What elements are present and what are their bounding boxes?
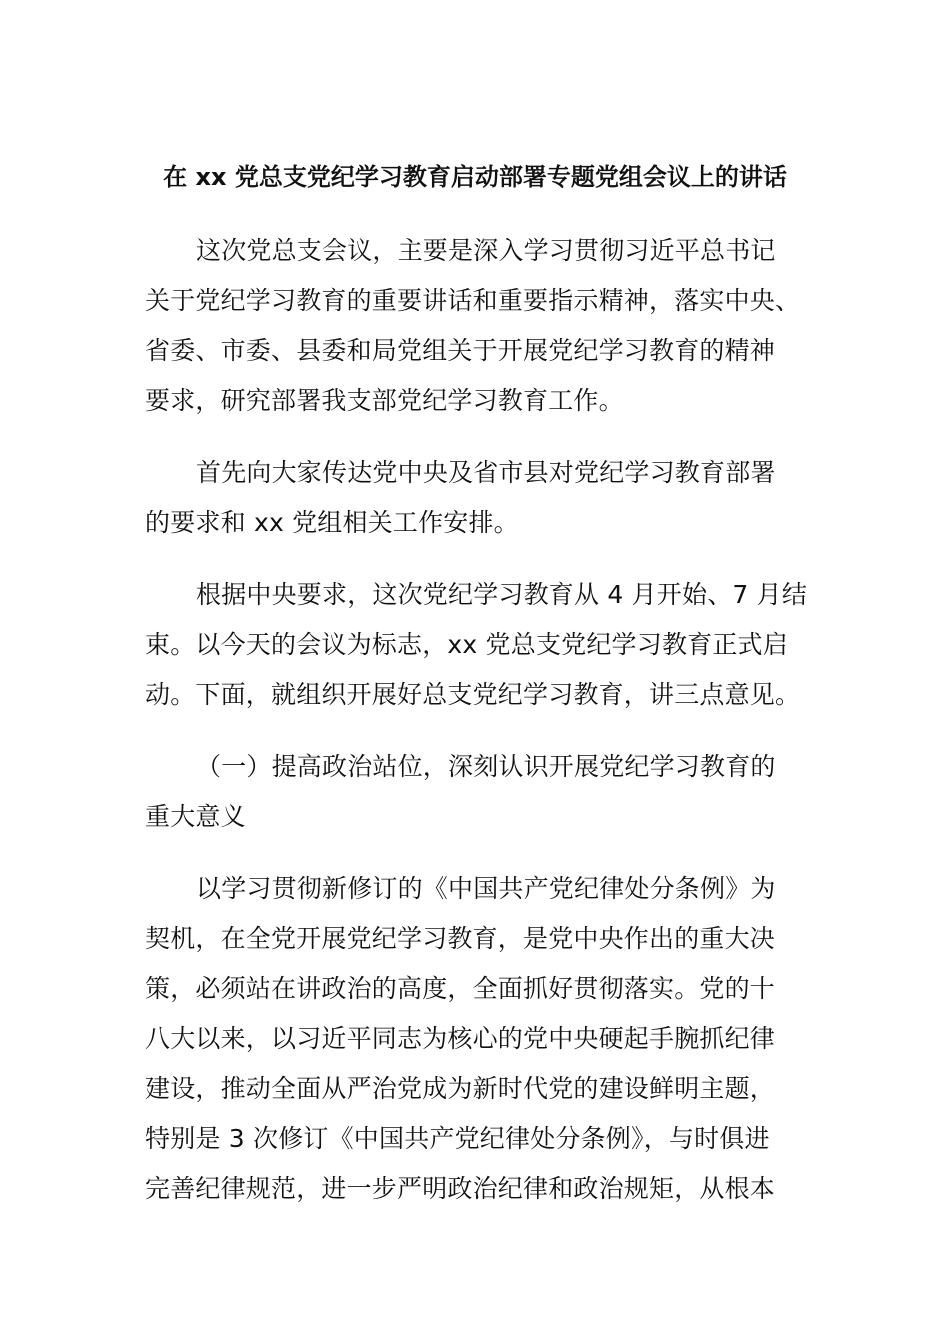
paragraph-3-line-2: 束。以今天的会议为标志，xx 党总支党纪学习教育正式启	[145, 630, 788, 659]
paragraph-5-line-2: 契机，在全党开展党纪学习教育，是党中央作出的重大决	[145, 924, 776, 953]
paragraph-1-line-3: 省委、市委、县委和局党组关于开展党纪学习教育的精神	[145, 336, 776, 365]
paragraph-2-line-1: 首先向大家传达党中央及省市县对党纪学习教育部署	[196, 458, 776, 487]
paragraph-5-line-6: 特别是 3 次修订《中国共产党纪律处分条例》，与时俱进	[145, 1124, 770, 1153]
paragraph-5-line-5: 建设，推动全面从严治党成为新时代党的建设鲜明主题，	[145, 1074, 776, 1103]
document-title: 在 xx 党总支党纪学习教育启动部署专题党组会议上的讲话	[163, 163, 787, 191]
paragraph-1-line-4: 要求，研究部署我支部党纪学习教育工作。	[145, 386, 624, 415]
paragraph-2-line-2: 的要求和 xx 党组相关工作安排。	[145, 508, 519, 537]
section-heading-line-2: 重大意义	[145, 802, 246, 831]
section-heading-line-1: （一）提高政治站位，深刻认识开展党纪学习教育的	[196, 752, 776, 781]
paragraph-5-line-7: 完善纪律规范，进一步严明政治纪律和政治规矩，从根本	[145, 1174, 776, 1203]
paragraph-1-line-1: 这次党总支会议，主要是深入学习贯彻习近平总书记	[196, 236, 776, 265]
paragraph-3-line-1: 根据中央要求，这次党纪学习教育从 4 月开始、7 月结	[196, 580, 808, 609]
paragraph-5-line-3: 策，必须站在讲政治的高度，全面抓好贯彻落实。党的十	[145, 974, 776, 1003]
paragraph-5-line-1: 以学习贯彻新修订的《中国共产党纪律处分条例》为	[196, 874, 776, 903]
paragraph-3-line-3: 动。下面，就组织开展好总支党纪学习教育，讲三点意见。	[145, 680, 801, 709]
paragraph-5-line-4: 八大以来，以习近平同志为核心的党中央硬起手腕抓纪律	[145, 1024, 776, 1053]
paragraph-1-line-2: 关于党纪学习教育的重要讲话和重要指示精神，落实中央、	[145, 286, 801, 315]
